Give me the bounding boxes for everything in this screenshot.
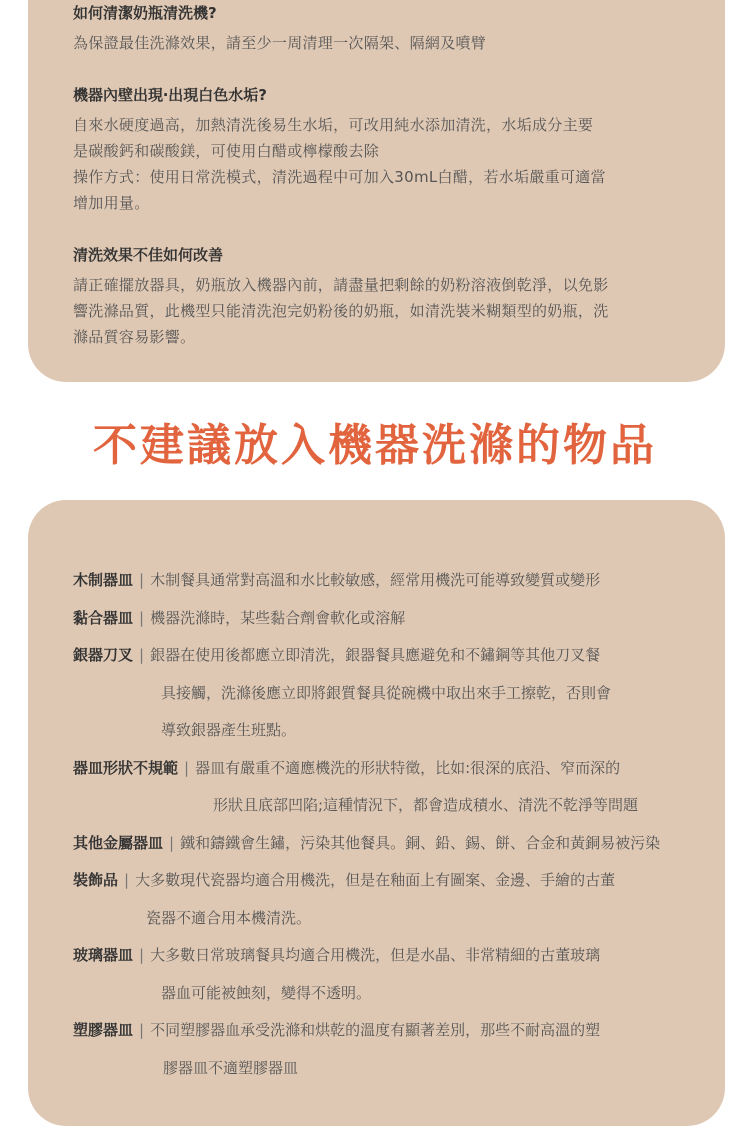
faq-answer-line: 為保證最佳洗滌效果，請至少一周清理一次隔架、隔網及噴臂 [73,34,487,52]
separator: | [139,608,145,627]
item-desc: 大多數現代瓷器均適合用機洗，但是在釉面上有圖案、金邊、手繪的古董 [135,871,616,889]
item-desc: 銀器在使用後都應立即清洗，銀器餐具應避免和不鏽鋼等其他刀叉餐 [150,646,601,664]
item-glued [73,600,725,638]
faq-answer-line: 增加用量。 [73,194,150,212]
item-plastic [73,1012,725,1087]
item-name: 塑膠器皿 [73,1021,134,1039]
item-desc: 機器洗滌時，某些黏合劑會軟化或溶解 [150,608,406,627]
faq-item-scale [73,82,680,216]
faq-question: 如何清潔奶瓶清洗機? [73,4,217,22]
faq-answer-line: 響洗滌品質，此機型只能清洗泡完奶粉後的奶瓶，如清洗裝米糊類型的奶瓶，洗 [73,302,609,320]
faq-answer-line: 滌品質容易影響。 [73,328,196,346]
separator: | [139,646,145,664]
item-desc: 形狀且底部凹陷;這種情況下，都會造成積水、清洗不乾淨等問題 [213,796,639,814]
faq-item-improve [73,242,680,350]
item-desc: 器皿有嚴重不適應機洗的形狀特徵，比如:很深的底沿、窄而深的 [195,758,621,777]
faq-question: 清洗效果不佳如何改善 [73,246,224,264]
item-glassware [73,937,725,1012]
faq-item-cleaning [73,0,680,56]
faq-answer-line: 自來水硬度過高，加熱清洗後易生水垢，可改用純水添加清洗，水垢成分主要 [73,116,594,134]
item-desc: 木制餐具通常對高溫和水比較敏感，經常用機洗可能導致變質或變形 [150,571,601,589]
item-desc: 不同塑膠器血承受洗滌和烘乾的溫度有顯著差別，那些不耐高溫的塑 [150,1021,601,1039]
separator: | [139,1021,145,1039]
faq-question: 機器內壁出現‧出現白色水垢? [73,86,267,104]
item-desc: 膠器皿不適塑膠器皿 [163,1058,299,1077]
item-desc: 鐵和鑄鐵會生鏽，污染其他餐具。銅、鉛、錫、餅、合金和黃銅易被污染 [180,833,661,852]
item-name: 黏合器皿 [73,608,134,627]
item-decorative [73,862,725,937]
separator: | [139,571,145,589]
item-desc: 具接觸，洗滌後應立即將銀質餐具從碗機中取出來手工擦乾，否則會 [161,683,612,702]
faq-answer [73,272,680,350]
faq-answer-line: 是碳酸鈣和碳酸鎂，可使用白醋或檸檬酸去除 [73,142,380,160]
section-title: 不建議放入機器洗滌的物品 [93,420,657,471]
faq-answer-line: 操作方式：使用日常洗模式，清洗過程中可加入30mL白醋，若水垢嚴重可適當 [73,168,606,186]
item-name: 玻璃器皿 [73,946,134,964]
faq-answer [73,112,680,216]
faq-answer [73,30,680,56]
item-name: 其他金屬器皿 [73,833,164,852]
item-desc: 大多數日常玻璃餐具均適合用機洗，但是水晶、非常精細的古董玻璃 [150,946,601,964]
item-name: 銀器刀叉 [73,646,134,664]
item-wooden [73,562,725,600]
item-name: 裝飾品 [73,871,119,889]
item-silverware [73,637,725,750]
item-desc: 導致銀器產生班點。 [161,721,297,739]
item-desc: 瓷器不適合用本機清洗。 [146,908,312,927]
items-card [28,500,725,1126]
separator: | [124,871,130,889]
item-name: 木制器皿 [73,571,134,589]
faq-card [28,0,725,382]
item-other-metal [73,825,725,863]
separator: | [184,758,190,777]
separator: | [139,946,145,964]
item-name: 器皿形狀不規範 [73,758,179,777]
faq-answer-line: 請正確擺放器具，奶瓶放入機器內前，請盡量把剩餘的奶粉溶液倒乾淨，以免影 [73,276,609,294]
separator: | [169,833,175,852]
item-irregular [73,750,725,825]
item-desc: 器血可能被蝕刻，變得不透明。 [161,983,372,1002]
